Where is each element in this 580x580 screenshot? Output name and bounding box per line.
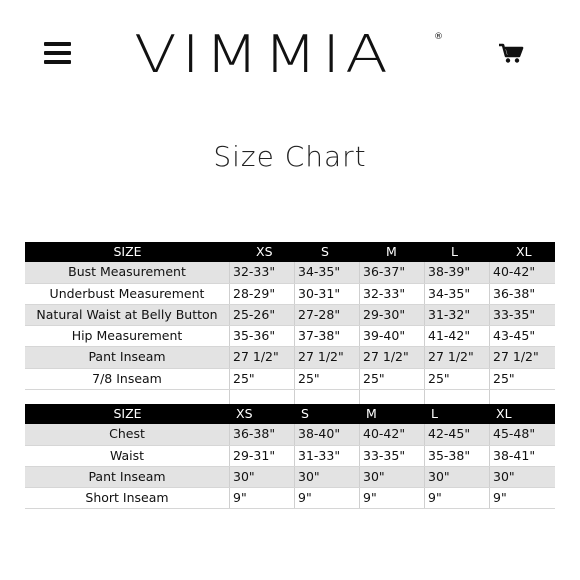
- table-cell: 33-35": [360, 446, 425, 466]
- table-row: [25, 446, 555, 467]
- table-cell: 38-41": [493, 447, 536, 463]
- table-cell: 36-37": [360, 262, 425, 282]
- table-cell: 30": [295, 467, 360, 487]
- table-cell: 27 1/2": [360, 347, 425, 367]
- table-cell: 30-31": [295, 284, 360, 304]
- table-cell: 32-33": [360, 284, 425, 304]
- table-row: [25, 347, 555, 368]
- table-cell: 37-38": [295, 326, 360, 346]
- row-label: 7/8 Inseam: [25, 369, 230, 389]
- table-header-row: [25, 404, 555, 424]
- hamburger-menu-icon[interactable]: [44, 42, 71, 64]
- table-cell: 25": [360, 369, 425, 389]
- table-cell: 27 1/2": [425, 347, 490, 367]
- table-cell: 43-45": [493, 328, 536, 344]
- table-cell: 9": [360, 488, 425, 508]
- header-cell-m: M: [386, 244, 397, 259]
- page-title: Size Chart: [213, 140, 367, 173]
- table-cell: 25": [295, 369, 360, 389]
- table-cell: 29-30": [360, 305, 425, 325]
- table-cell: 38-39": [425, 262, 490, 282]
- row-label: Waist: [25, 446, 230, 466]
- table-cell: 27 1/2": [493, 349, 539, 365]
- table-cell: 40-42": [493, 264, 536, 280]
- header-cell-s: S: [301, 406, 309, 421]
- row-label: Natural Waist at Belly Button: [25, 305, 230, 325]
- table-cell: 32-33": [230, 262, 295, 282]
- table-cell: 25": [425, 369, 490, 389]
- table-cell: 25": [493, 370, 515, 386]
- table-row: [25, 467, 555, 488]
- table-cell: 30": [493, 468, 515, 484]
- table-cell: 39-40": [360, 326, 425, 346]
- table-cell: 31-32": [425, 305, 490, 325]
- row-label: Hip Measurement: [25, 326, 230, 346]
- table-row: [25, 326, 555, 347]
- table-cell: 41-42": [425, 326, 490, 346]
- row-label: Pant Inseam: [25, 467, 230, 487]
- table-row: [25, 262, 555, 283]
- row-label: Chest: [25, 424, 230, 444]
- header-cell-l: L: [451, 244, 458, 259]
- header-cell-xl: XL: [496, 406, 512, 421]
- header-cell-xs: XS: [256, 244, 273, 259]
- shopping-cart-icon[interactable]: [498, 42, 524, 64]
- table-row: [25, 488, 555, 509]
- table-cell: 42-45": [425, 424, 490, 444]
- table-cell: 9": [425, 488, 490, 508]
- header-cell-m: M: [366, 406, 377, 421]
- row-label: Pant Inseam: [25, 347, 230, 367]
- table-cell: 29-31": [230, 446, 295, 466]
- table-cell: 34-35": [295, 262, 360, 282]
- header-cell-size: SIZE: [113, 406, 142, 421]
- table-cell: 30": [230, 467, 295, 487]
- table-header-row: [25, 242, 555, 262]
- brand-logo[interactable]: [134, 25, 444, 85]
- table-cell: 35-36": [230, 326, 295, 346]
- header-cell-xs: XS: [236, 406, 253, 421]
- registered-mark: ®: [434, 32, 443, 42]
- header-cell-l: L: [431, 406, 438, 421]
- row-label: Short Inseam: [25, 488, 230, 508]
- table-cell: 9": [295, 488, 360, 508]
- table-cell: 45-48": [493, 426, 536, 442]
- table-cell: 9": [493, 490, 507, 506]
- table-row: [25, 305, 555, 326]
- table-row: [25, 424, 555, 445]
- site-header: [0, 0, 580, 100]
- table-cell: 25-26": [230, 305, 295, 325]
- logo-text: VIMMIA: [134, 25, 393, 85]
- table-cell: 30": [425, 467, 490, 487]
- table-cell: 27-28": [295, 305, 360, 325]
- header-cell-size: SIZE: [113, 244, 142, 259]
- header-cell-s: S: [321, 244, 329, 259]
- table-cell: 36-38": [230, 424, 295, 444]
- table-cell: 40-42": [360, 424, 425, 444]
- header-cell-xl: XL: [516, 244, 532, 259]
- table-cell: 27 1/2": [295, 347, 360, 367]
- table-row: [25, 369, 555, 390]
- table-cell: 30": [360, 467, 425, 487]
- table-cell: 28-29": [230, 284, 295, 304]
- table-cell: 35-38": [425, 446, 490, 466]
- table-cell: 27 1/2": [230, 347, 295, 367]
- table-row: [25, 284, 555, 305]
- row-label: Underbust Measurement: [25, 284, 230, 304]
- table-cell: 34-35": [425, 284, 490, 304]
- row-label: Bust Measurement: [25, 262, 230, 282]
- size-table-women: [25, 242, 555, 411]
- table-cell: 9": [230, 488, 295, 508]
- table-cell: 36-38": [493, 285, 536, 301]
- table-cell: 25": [230, 369, 295, 389]
- table-cell: 38-40": [295, 424, 360, 444]
- table-cell: 33-35": [493, 306, 536, 322]
- table-cell: 31-33": [295, 446, 360, 466]
- size-table-men: [25, 404, 555, 509]
